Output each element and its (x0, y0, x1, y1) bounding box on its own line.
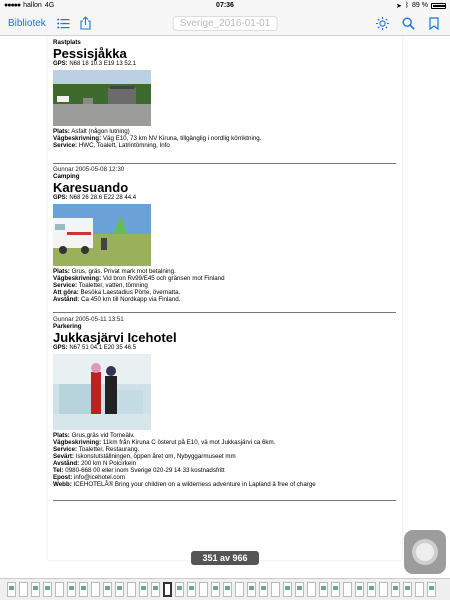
page-thumbnail[interactable] (247, 582, 256, 597)
page-thumbnail[interactable] (331, 582, 340, 597)
page-thumbnail[interactable] (271, 582, 280, 597)
entry-category: Camping (53, 173, 80, 180)
page-thumbnail[interactable] (79, 582, 88, 597)
toolbar (0, 11, 450, 36)
page-thumbnail[interactable] (379, 582, 388, 597)
page-thumbnail[interactable] (391, 582, 400, 597)
page-thumbnail[interactable] (319, 582, 328, 597)
library-button[interactable]: Bibliotek (8, 17, 46, 29)
page-thumbnail[interactable] (139, 582, 148, 597)
network-label: 4G (44, 2, 55, 9)
page-thumbnail[interactable] (115, 582, 124, 597)
entry-meta: Gunnar 2005-05-08 12:30 (53, 166, 125, 173)
photo-camping (53, 204, 151, 266)
page-thumbnail[interactable] (7, 582, 16, 597)
location-icon: ➤ (395, 2, 402, 10)
signal-icon: ●●●●● (4, 2, 21, 9)
entry-karesuando (53, 166, 396, 303)
page-thumbnail[interactable] (283, 582, 292, 597)
battery-percent: 89 % (412, 2, 428, 9)
page-thumbnail[interactable] (199, 582, 208, 597)
entry-detail: Tel: 0980-668 00 eller inom Sverige 020-29 14 33 kostnadsfritt (53, 467, 225, 474)
photo-rest-area (53, 70, 151, 126)
pdf-page[interactable] (48, 36, 402, 560)
page-thumbnail[interactable] (187, 582, 196, 597)
page-thumbnail[interactable] (67, 582, 76, 597)
page-thumbnail[interactable] (343, 582, 352, 597)
search-icon[interactable] (400, 15, 416, 31)
entry-meta: Gunnar 2005-05-11 13:51 (53, 316, 124, 323)
entry-detail: Service: Toaletter, vatten, tömning (53, 282, 148, 289)
page-thumbnail[interactable] (259, 582, 268, 597)
entry-detail: Vägbeskrivning: Vid bron Rv99/E45 och gränsen mot Finland (53, 275, 225, 282)
page-thumbnail[interactable] (295, 582, 304, 597)
entry-name: Pessisjåkka (53, 46, 127, 61)
page-thumbnail[interactable] (127, 582, 136, 597)
bookmark-icon[interactable] (426, 15, 442, 31)
entry-detail: Avstånd: 200 km N Polcirkeln (53, 460, 137, 467)
gps-value: N68 18 10.3 E19 13 52.1 (69, 61, 137, 67)
entry-pessisjakka (53, 39, 396, 149)
page-thumbnail[interactable] (355, 582, 364, 597)
page-thumbnail[interactable] (211, 582, 220, 597)
status-time: 07:36 (216, 2, 234, 9)
divider (53, 163, 396, 164)
entry-name: Karesuando (53, 180, 129, 195)
page-counter: 351 av 966 (191, 551, 259, 565)
entry-detail: Att göra: Besöka Laestadius Pörte, övernatta. (53, 289, 181, 296)
page-thumbnail-strip[interactable] (0, 578, 450, 600)
gps-value: N68 26 28.6 E22 28 44.4 (69, 195, 137, 201)
page-thumbnail[interactable] (31, 582, 40, 597)
assistive-touch-button[interactable] (404, 530, 446, 574)
entry-detail: Service: HWC, Toalett, Latrintömning, Info (53, 142, 170, 149)
entry-detail: Service: Toaletter, Restaurang. (53, 446, 140, 453)
page-thumbnail[interactable] (415, 582, 424, 597)
entry-detail: Avstånd: Ca 450 km till Nordkapp via Finland. (53, 296, 181, 303)
divider (53, 312, 396, 313)
page-thumbnail[interactable] (307, 582, 316, 597)
gps-value: N67 51 04.1 E20 35 46.5 (69, 345, 137, 351)
page-thumbnail[interactable] (403, 582, 412, 597)
page-thumbnail[interactable] (175, 582, 184, 597)
gps-label: GPS: (53, 345, 68, 351)
share-icon[interactable] (78, 15, 94, 31)
brightness-icon[interactable] (374, 15, 390, 31)
entry-detail: Epost: info@icehotel.com (53, 474, 125, 481)
entry-detail: Plats: Grus, gräs. Privat mark mot betalning. (53, 268, 176, 275)
page-thumbnail[interactable] (19, 582, 28, 597)
page-thumbnail[interactable] (367, 582, 376, 597)
entry-name: Jukkasjärvi Icehotel (53, 330, 177, 345)
entry-category: Parkering (53, 323, 82, 330)
battery-icon (431, 3, 446, 9)
page-thumbnail[interactable] (223, 582, 232, 597)
page-thumbnail[interactable] (163, 582, 172, 597)
document-title[interactable]: Sverige_2016-01-01 (173, 16, 278, 31)
entry-detail: Vägbeskrivning: 11km från Kiruna C österut på E10, vä mot Jukkasjärvi ca 6km. (53, 439, 276, 446)
page-thumbnail[interactable] (427, 582, 436, 597)
gps-label: GPS: (53, 61, 68, 67)
status-bar (0, 0, 450, 11)
entry-icehotel (53, 316, 396, 488)
entry-detail: Plats: Asfalt (någon lutning) (53, 128, 130, 135)
page-thumbnail[interactable] (91, 582, 100, 597)
page-thumbnail[interactable] (103, 582, 112, 597)
gps-label: GPS: (53, 195, 68, 201)
divider (53, 500, 396, 501)
carrier-label: hallon (23, 2, 42, 9)
entry-detail: Webb: ICEHOTELÂ® Bring your children on a wilderness adventure in Lapland â free of charge (53, 481, 316, 488)
page-thumbnail[interactable] (235, 582, 244, 597)
photo-icehotel (53, 354, 151, 430)
list-icon[interactable] (56, 15, 72, 31)
bluetooth-icon: ᛒ (404, 2, 410, 9)
entry-detail: Vägbeskrivning: Väg E10, 73 km NV Kiruna, tillgänglig i nordlig körriktning. (53, 135, 262, 142)
page-thumbnail[interactable] (55, 582, 64, 597)
entry-detail: Sevärt: Iskonstutställningen, öppen året om, Nybyggarmuseet mm (53, 453, 236, 460)
page-thumbnail[interactable] (43, 582, 52, 597)
page-thumbnail[interactable] (151, 582, 160, 597)
entry-detail: Plats: Grus,gräs vid Torneälv. (53, 432, 135, 439)
entry-category: Rastplats (53, 39, 81, 46)
